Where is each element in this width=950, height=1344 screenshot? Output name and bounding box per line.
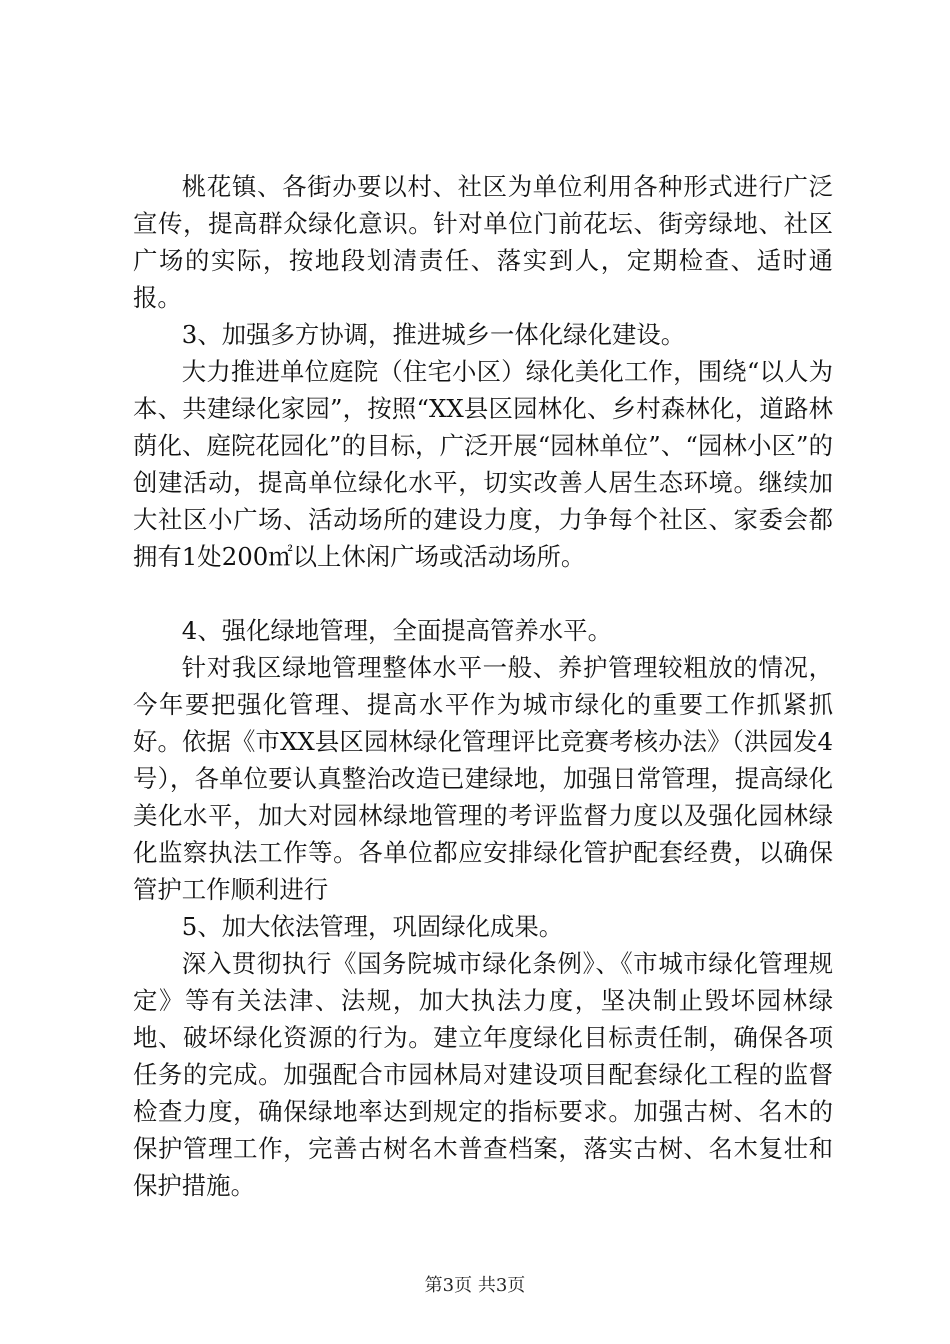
paragraph-legal-management: 深入贯彻执行《国务院城市绿化条例》、《市城市绿化管理规定》等有关法津、法规，加大执法力度，坚决制止毁坏园林绿地、破坏绿化资源的行为。建立年度绿化目标责任制，确保各项任务的完成。加强配合市园林局对建设项目配套绿化工程的监督检查力度，确保绿地率达到规定的指标要求。加强古树、名木的保护管理工作，完善古树名木普查档案，落实古树、名木复壮和保护措施。 (133, 949, 833, 1200)
page-number-label: 第3页 共3页 (424, 1275, 526, 1296)
heading-item-4: 4、强化绿地管理，全面提高管养水平。 (181, 616, 612, 645)
page-footer (0, 1275, 950, 1297)
heading-item-3: 3、加强多方协调，推进城乡一体化绿化建设。 (181, 320, 686, 349)
paragraph-courtyard-greening: 大力推进单位庭院（住宅小区）绿化美化工作，围绕“以人为本、共建绿化家园”，按照“XX县区园林化、乡村森林化，道路林荫化、庭院花园化”的目标，广泛开展“园林单位”、“园林小区”的创建活动，提高单位绿化水平，切实改善人居生态环境。继续加大社区小广场、活动场所的建设力度，力争每个社区、家委会都拥有1处200㎡以上休闲广场或活动场所。 (133, 357, 833, 571)
document-body (133, 168, 833, 1204)
paragraph-publicity: 桃花镇、各街办要以村、社区为单位利用各种形式进行广泛宣传，提高群众绿化意识。针对单位门前花坛、街旁绿地、社区广场的实际，按地段划清责任、落实到人，定期检查、适时通报。 (133, 172, 833, 312)
heading-item-5: 5、加大依法管理，巩固绿化成果。 (181, 912, 564, 941)
paragraph-greenland-management: 针对我区绿地管理整体水平一般、养护管理较粗放的情况，今年要把强化管理、提高水平作为城市绿化的重要工作抓紧抓好。依据《市XX县区园林绿化管理评比竞赛考核办法》（洪园发4号），各单位要认真整治改造已建绿地，加强日常管理，提高绿化美化水平，加大对园林绿地管理的考评监督力度以及强化园林绿化监察执法工作等。各单位都应安排绿化管护配套经费，以确保管护工作顺利进行 (133, 653, 833, 904)
